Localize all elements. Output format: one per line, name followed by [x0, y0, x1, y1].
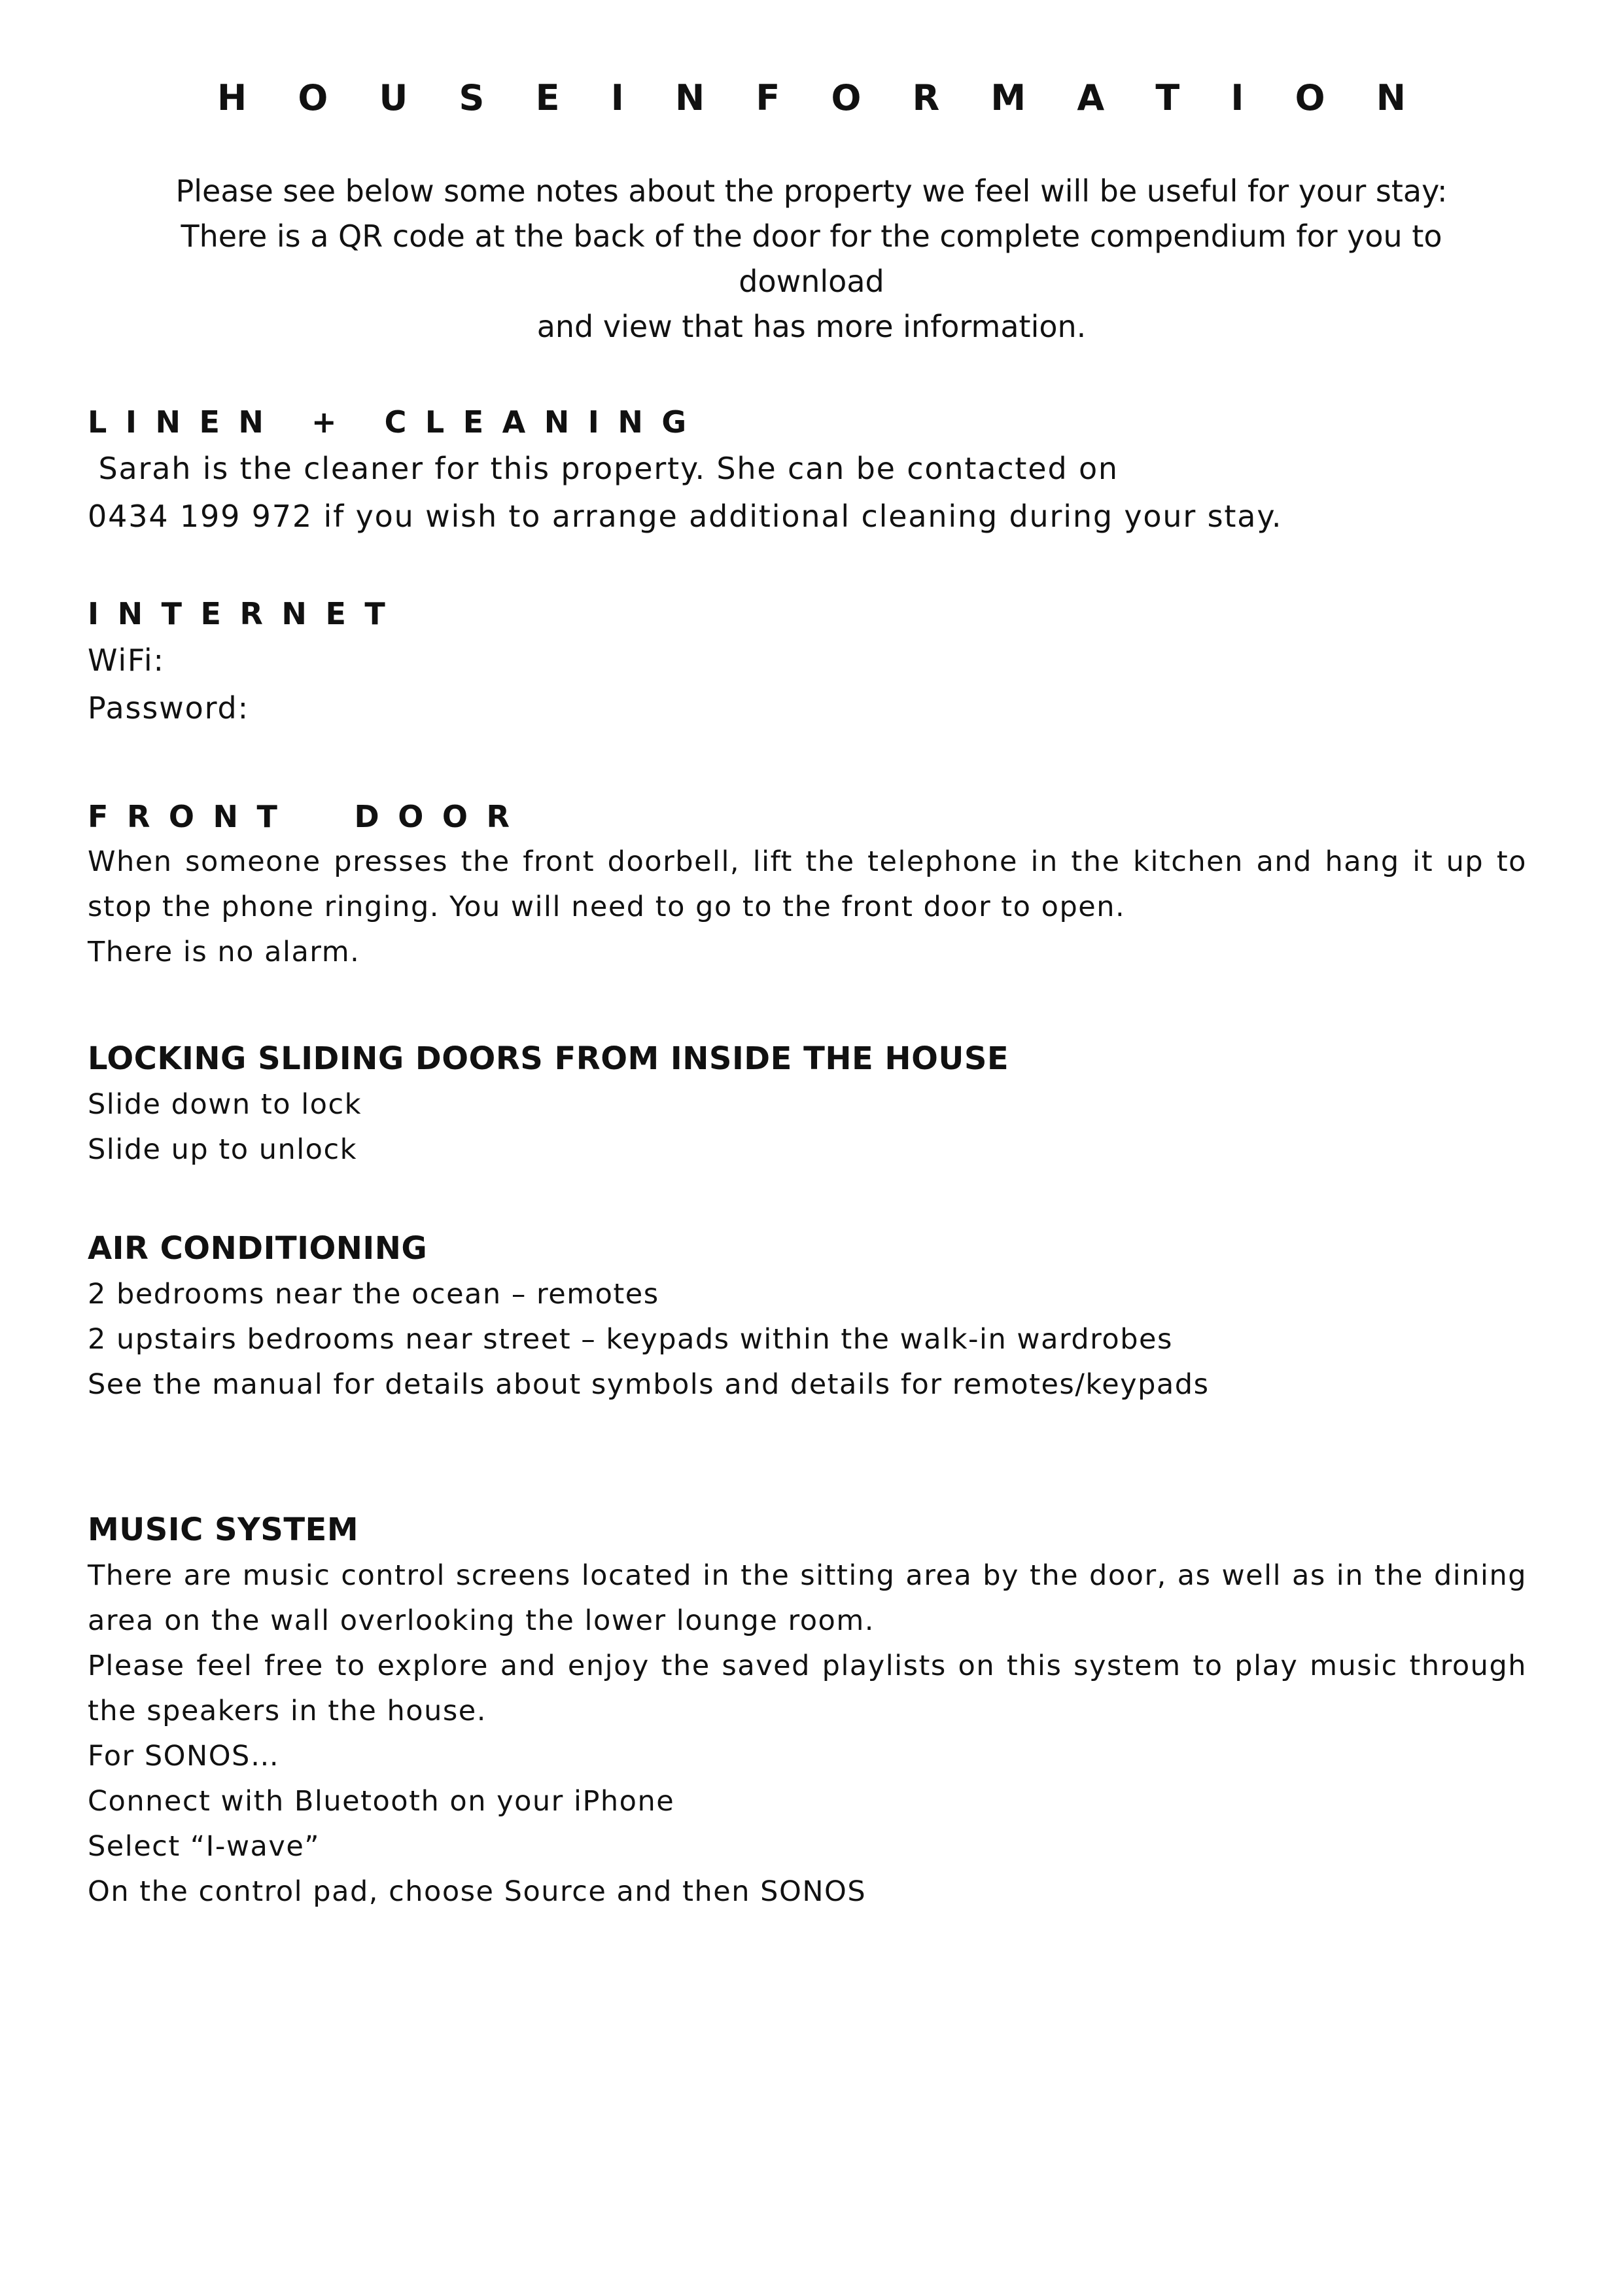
intro-line: Please see below some notes about the property we feel will be useful for your stay: — [175, 173, 1448, 209]
air-conditioning-line: See the manual for details about symbols and details for remotes/keypads — [88, 1368, 1210, 1401]
page-title: H O U S E I N F O R M A T I O N — [217, 77, 1425, 118]
music-line: For SONOS… — [88, 1740, 280, 1773]
music-system-heading: MUSIC SYSTEM — [88, 1511, 359, 1548]
air-conditioning-line: 2 upstairs bedrooms near street – keypads within the walk-in wardrobes — [88, 1323, 1173, 1356]
front-door-section — [88, 794, 1527, 975]
music-paragraph: There are music control screens located in the sitting area by the door, as well as in the dining area on the wall overlooking the lower lounge room. — [88, 1559, 1527, 1637]
sliding-doors-line: Slide down to lock — [88, 1088, 362, 1121]
music-line: On the control pad, choose Source and then SONOS — [88, 1875, 867, 1908]
air-conditioning-line: 2 bedrooms near the ocean – remotes — [88, 1278, 659, 1311]
music-line: Connect with Bluetooth on your iPhone — [88, 1785, 675, 1818]
linen-cleaning-heading: LINEN + CLEANING — [88, 404, 705, 440]
sliding-doors-section — [88, 1035, 1527, 1173]
linen-cleaning-section — [88, 399, 1527, 540]
intro-line: download — [739, 264, 884, 299]
front-door-heading: FRONT DOOR — [88, 799, 529, 834]
music-line: Select “I-wave” — [88, 1830, 321, 1863]
sliding-doors-line: Slide up to unlock — [88, 1133, 358, 1166]
intro-text — [98, 169, 1525, 349]
music-paragraph: Please feel free to explore and enjoy the saved playlists on this system to play music through the speakers in the house. — [88, 1650, 1527, 1727]
linen-cleaning-line: 0434 199 972 if you wish to arrange additional cleaning during your stay. — [88, 499, 1283, 534]
wifi-label: WiFi: — [88, 643, 165, 678]
intro-line: and view that has more information. — [536, 309, 1087, 344]
password-label: Password: — [88, 690, 249, 726]
air-conditioning-heading: AIR CONDITIONING — [88, 1230, 428, 1267]
air-conditioning-section — [88, 1225, 1527, 1407]
music-system-section — [88, 1506, 1527, 1915]
sliding-doors-heading: LOCKING SLIDING DOORS FROM INSIDE THE HOUSE — [88, 1040, 1009, 1077]
front-door-line: There is no alarm. — [88, 936, 360, 968]
internet-heading: INTERNET — [88, 596, 404, 631]
internet-section — [88, 591, 1527, 732]
linen-cleaning-line: Sarah is the cleaner for this property. She can be contacted on — [88, 451, 1119, 486]
front-door-paragraph: When someone presses the front doorbell, lift the telephone in the kitchen and hang it up to stop the phone ringing. You will need to go to the front door to open. — [88, 845, 1527, 923]
intro-line: There is a QR code at the back of the door for the complete compendium for you to — [181, 219, 1442, 254]
